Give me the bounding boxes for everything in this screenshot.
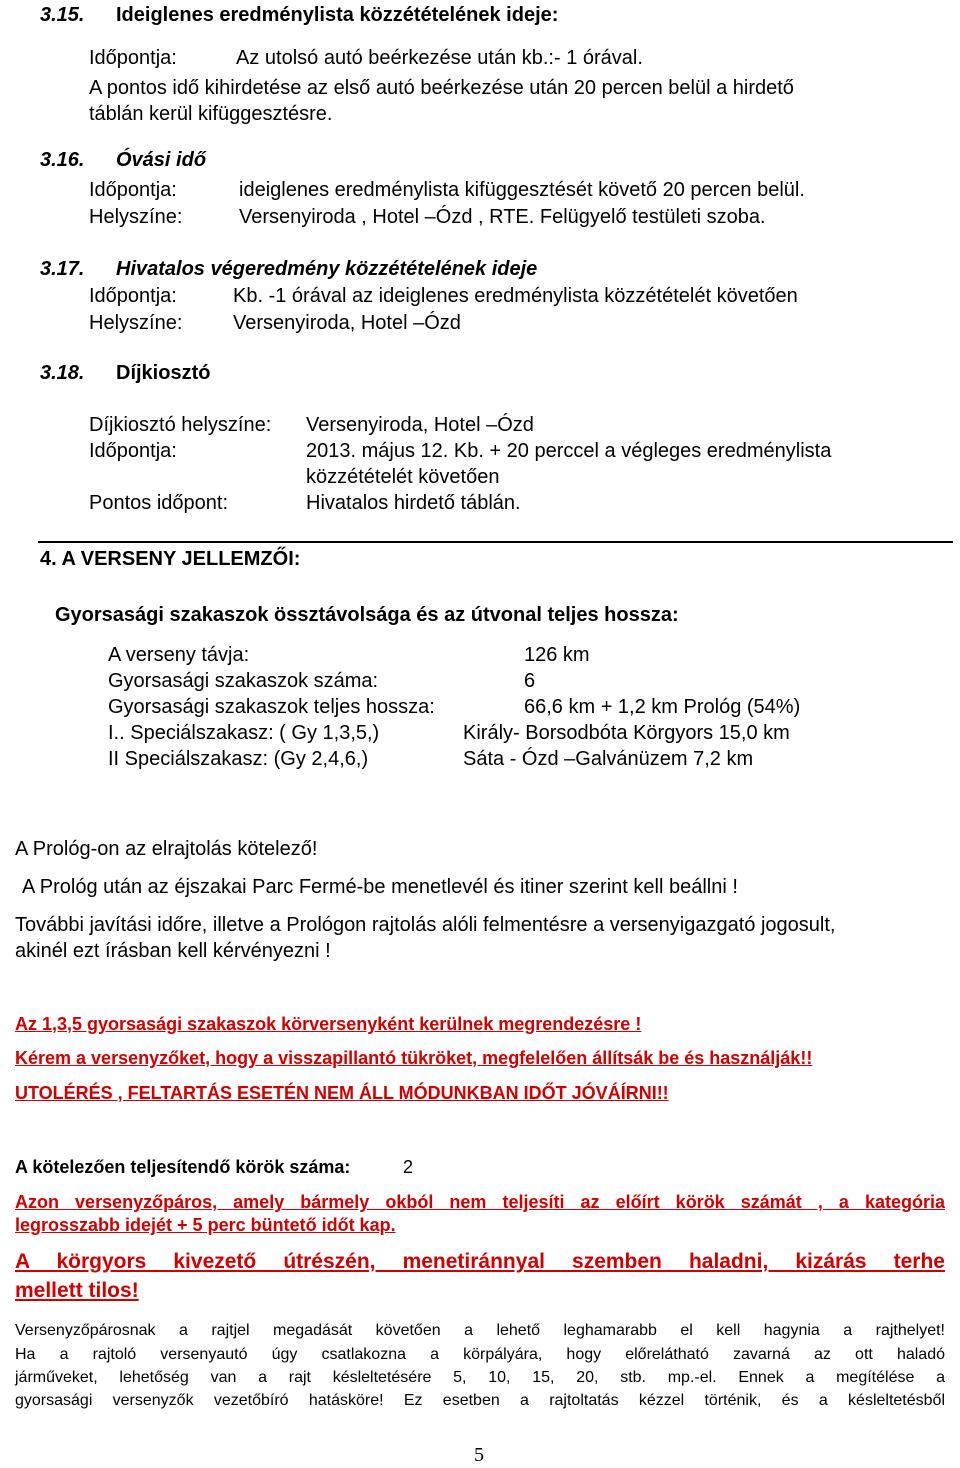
row-value: 6 [524,670,536,692]
page-number: 5 [474,1444,484,1466]
ban-line2: mellett tilos! [15,1279,139,1302]
start-line3: járműveket, lehetőség van a rajt késleltetésére 5, 10, 15, 20, stb. mp.-el. Ennek a megítélése a [15,1369,945,1386]
laps-label: A kötelezően teljesítendő körök száma: [15,1157,351,1177]
s318-time-label: Időpontja: [89,440,177,462]
section-3-16-title: Óvási idő [116,149,207,171]
s317-place-label: Helyszíne: [89,312,183,334]
heading-top-rule [38,541,953,543]
section-3-15-title: Ideiglenes eredménylista közzétételének ideje: [116,4,559,26]
start-line4: gyorsasági versenyzők vezetőbíró hatásköre! Ez esetben a rajtoltatás kézzel történik, és a késleltetésből [15,1392,945,1409]
s318-time-value-line1: 2013. május 12. Kb. + 20 perccel a végleges eredménylista [306,440,832,462]
s315-time-label: Időpontja: [89,47,177,69]
s318-place-label: Díjkiosztó helyszíne: [89,414,272,436]
laps-penalty-line1: Azon versenyzőpáros, amely bármely okból nem teljesíti az előírt körök számát , a kategória [15,1192,945,1212]
prolog-line1: A Prológ-on az elrajtolás kötelező! [15,838,318,860]
s318-place-value: Versenyiroda, Hotel –Ózd [306,414,534,436]
section-3-18-title: Díjkiosztó [116,362,211,384]
s318-exact-label: Pontos időpont: [89,492,228,514]
prolog-line2: A Prológ után az éjszakai Parc Fermé-be menetlevél és itiner szerint kell beállni ! [22,876,738,898]
warning-mirrors: Kérem a versenyzőket, hogy a visszapillantó tükröket, megfelelően állítsák be és használják!! [15,1048,813,1068]
prolog-line3a: További javítási időre, illetve a Prológon rajtolás alóli felmentésre a versenyigazgató jogosult, [15,914,836,936]
section-4-heading: 4. A VERSENY JELLEMZŐI: [40,548,301,570]
row-value: 66,6 km + 1,2 km Prológ (54%) [524,696,801,718]
start-line2: Ha a rajtoló versenyautó úgy csatlakozna a körpályára, hogy előrelátható zavarná az ott haladó [15,1346,945,1363]
s318-time-value-line2: közzétételét követően [306,466,500,488]
start-line1: Versenyzőpárosnak a rajtjel megadását követően a lehető leghamarabb el kell hagynia a rajthelyet! [15,1322,945,1339]
s317-place-value: Versenyiroda, Hotel –Ózd [233,312,461,334]
ban-line1: A körgyors kivezető útrészén, menetiránnyal szemben haladni, kizárás terhe [15,1250,945,1273]
s315-note-line2: táblán kerül kifüggesztésre. [89,103,333,125]
warning-circuit-stages: Az 1,3,5 gyorsasági szakaszok körversenyként kerülnek megrendezésre ! [15,1014,642,1034]
s317-time-label: Időpontja: [89,285,177,307]
s316-time-label: Időpontja: [89,179,177,201]
s316-place-value: Versenyiroda , Hotel –Ózd , RTE. Felügyelő testületi szoba. [239,206,766,228]
stage-value: Sáta - Ózd –Galvánüzem 7,2 km [463,748,754,770]
row-label: A verseny távja: [108,644,250,666]
stage-label: II Speciálszakasz: (Gy 2,4,6,) [108,748,369,770]
section-3-15-number: 3.15. [40,4,85,26]
s315-time-value: Az utolsó autó beérkezése után kb.:- 1 órával. [236,47,643,69]
section-3-17-title: Hivatalos végeredmény közzétételének ideje [116,258,538,280]
prolog-line3b: akinél ezt írásban kell kérvényezni ! [15,940,331,962]
laps-penalty-line2: legrosszabb idejét + 5 perc büntető időt kap. [15,1215,396,1235]
section-4-subheading: Gyorsasági szakaszok össztávolsága és az útvonal teljes hossza: [55,604,679,626]
row-label: Gyorsasági szakaszok teljes hossza: [108,696,435,718]
section-3-16-number: 3.16. [40,149,85,171]
laps-value: 2 [403,1157,414,1177]
stage-label: I.. Speciálszakasz: ( Gy 1,3,5,) [108,722,380,744]
s315-note-line1: A pontos idő kihirdetése az első autó beérkezése után 20 percen belül a hirdető [89,77,794,99]
section-3-17-number: 3.17. [40,258,85,280]
stage-value: Király- Borsodbóta Körgyors 15,0 km [463,722,790,744]
s318-exact-value: Hivatalos hirdető táblán. [306,492,521,514]
s317-time-value: Kb. -1 órával az ideiglenes eredménylista közzétételét követően [233,285,798,307]
s316-place-label: Helyszíne: [89,206,183,228]
row-value: 126 km [524,644,590,666]
s316-time-value: ideiglenes eredménylista kifüggesztését követő 20 percen belül. [239,179,805,201]
section-3-18-number: 3.18. [40,362,85,384]
warning-overtaking: UTOLÉRÉS , FELTARTÁS ESETÉN NEM ÁLL MÓDUNKBAN IDŐT JÓVÁÍRNI!! [15,1083,669,1103]
row-label: Gyorsasági szakaszok száma: [108,670,379,692]
